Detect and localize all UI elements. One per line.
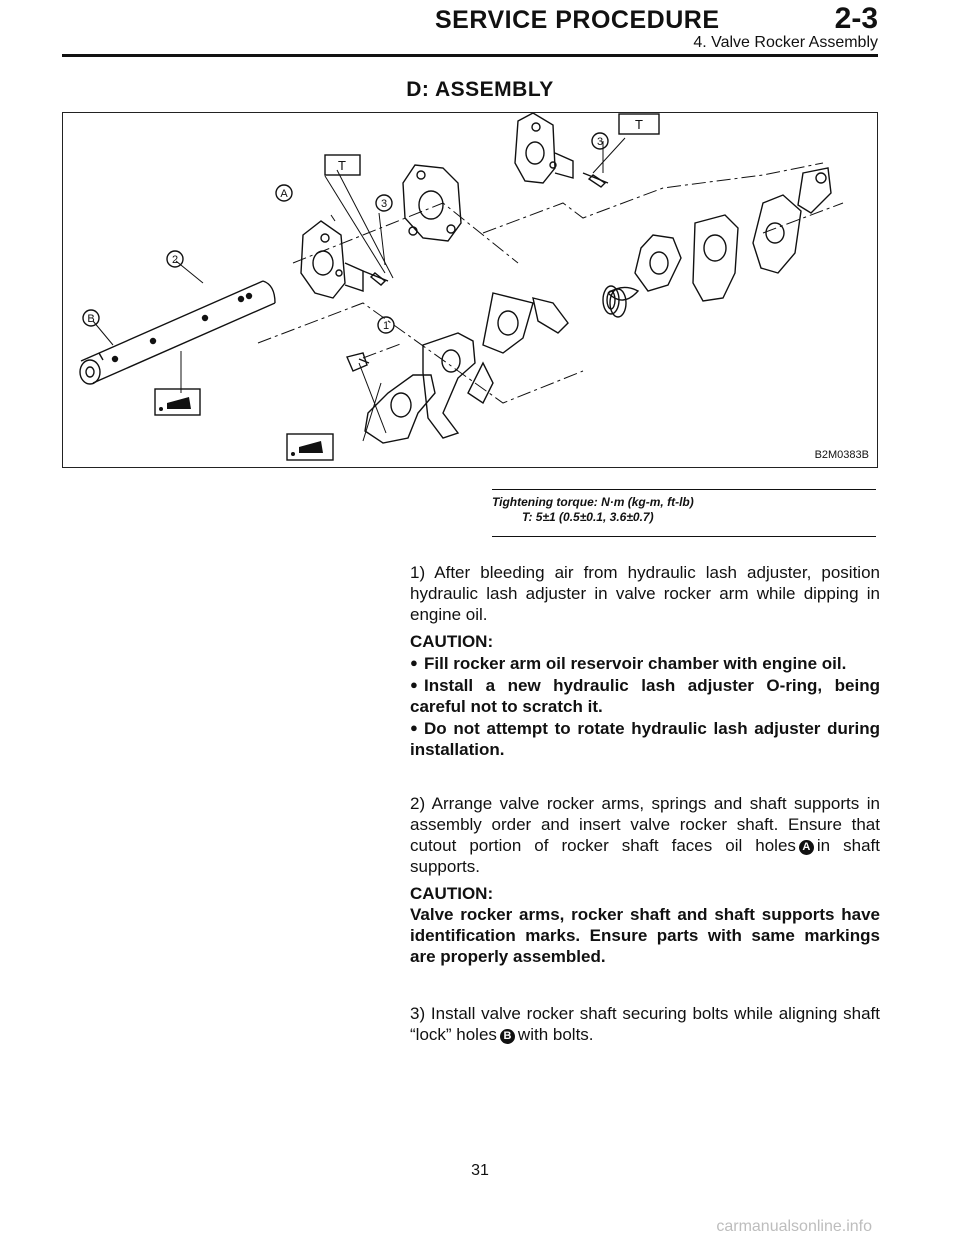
- step-1-caution-item: ● Fill rocker arm oil reservoir chamber with engine oil.: [410, 654, 847, 673]
- rocker-arms-upper: [635, 168, 831, 301]
- step-2-caution-text: Valve rocker arms, rocker shaft and shaft supports have identification marks. Ensure parts with same markings are properly assembled.: [410, 905, 880, 966]
- callout-3a: 3: [380, 198, 388, 210]
- step-1-text: 1) After bleeding air from hydraulic lash adjuster, position hydraulic lash adjuster in valve rocker arm while dipping in engine oil.: [410, 563, 880, 624]
- step-2-caution-label: CAUTION:: [410, 884, 494, 903]
- subsection-title: 4. Valve Rocker Assembly: [693, 34, 878, 51]
- step-1-caution-item: ● Install a new hydraulic lash adjuster O-ring, being careful not to scratch it.: [410, 676, 880, 716]
- page-header: [0, 0, 960, 60]
- step-2-text: 2) Arrange valve rocker arms, springs and shaft supports in assembly order and insert valve rocker shaft. Ensure that cutout portion of rocker shaft faces oil holes A in shaft supports.: [410, 794, 881, 876]
- section-title: SERVICE PROCEDURE: [435, 6, 720, 34]
- springs: [603, 286, 626, 317]
- rocker-shaft: [80, 281, 275, 384]
- diagram-drawing: [63, 113, 876, 466]
- ref-b-icon: B: [500, 1029, 515, 1044]
- ref-a-icon: A: [799, 840, 814, 855]
- hydraulic-lash-adjuster: [347, 353, 369, 371]
- bullet-icon: ●: [410, 677, 418, 692]
- torque-heading: Tightening torque: N·m (kg-m, ft-lb): [492, 495, 694, 509]
- shaft-support-mid: [403, 165, 461, 241]
- callout-a: A: [280, 188, 288, 200]
- step-2: [410, 793, 880, 967]
- exploded-diagram: [62, 112, 878, 468]
- bullet-icon: ●: [410, 720, 418, 735]
- step-3-text: 3) Install valve rocker shaft securing bolts while aligning shaft “lock” holes B with bolts.: [410, 1004, 880, 1044]
- step-1-caution-item: ● Do not attempt to rotate hydraulic lash adjuster during installation.: [410, 719, 880, 759]
- bullet-icon: ●: [410, 655, 418, 670]
- torque-spec: [492, 489, 876, 537]
- chapter-number: 2-3: [834, 2, 878, 35]
- callout-b: B: [87, 313, 95, 325]
- callout-3b: 3: [596, 136, 604, 148]
- bolt-left: [363, 271, 388, 285]
- callout-t1: T: [338, 158, 346, 173]
- step-1-caution-label: CAUTION:: [410, 632, 494, 651]
- dashdot-lines: [258, 163, 843, 403]
- callout-1: 1: [382, 320, 390, 332]
- shaft-support-top: [515, 113, 573, 183]
- page-number: 31: [471, 1162, 489, 1179]
- torque-value: T: 5±1 (0.5±0.1, 3.6±0.7): [522, 510, 654, 524]
- watermark: carmanualsonline.info: [716, 1218, 872, 1235]
- page-title: D: ASSEMBLY: [406, 78, 554, 101]
- callout-2: 2: [171, 254, 179, 266]
- bolt-right: [583, 173, 608, 187]
- header-rule: [62, 54, 878, 57]
- step-1: [410, 562, 880, 760]
- rocker-arms-lower: [365, 293, 568, 443]
- step-3: [410, 1003, 880, 1051]
- shaft-support-a: [301, 221, 363, 298]
- callout-t2: T: [635, 117, 643, 132]
- figure-id: B2M0383B: [814, 449, 869, 461]
